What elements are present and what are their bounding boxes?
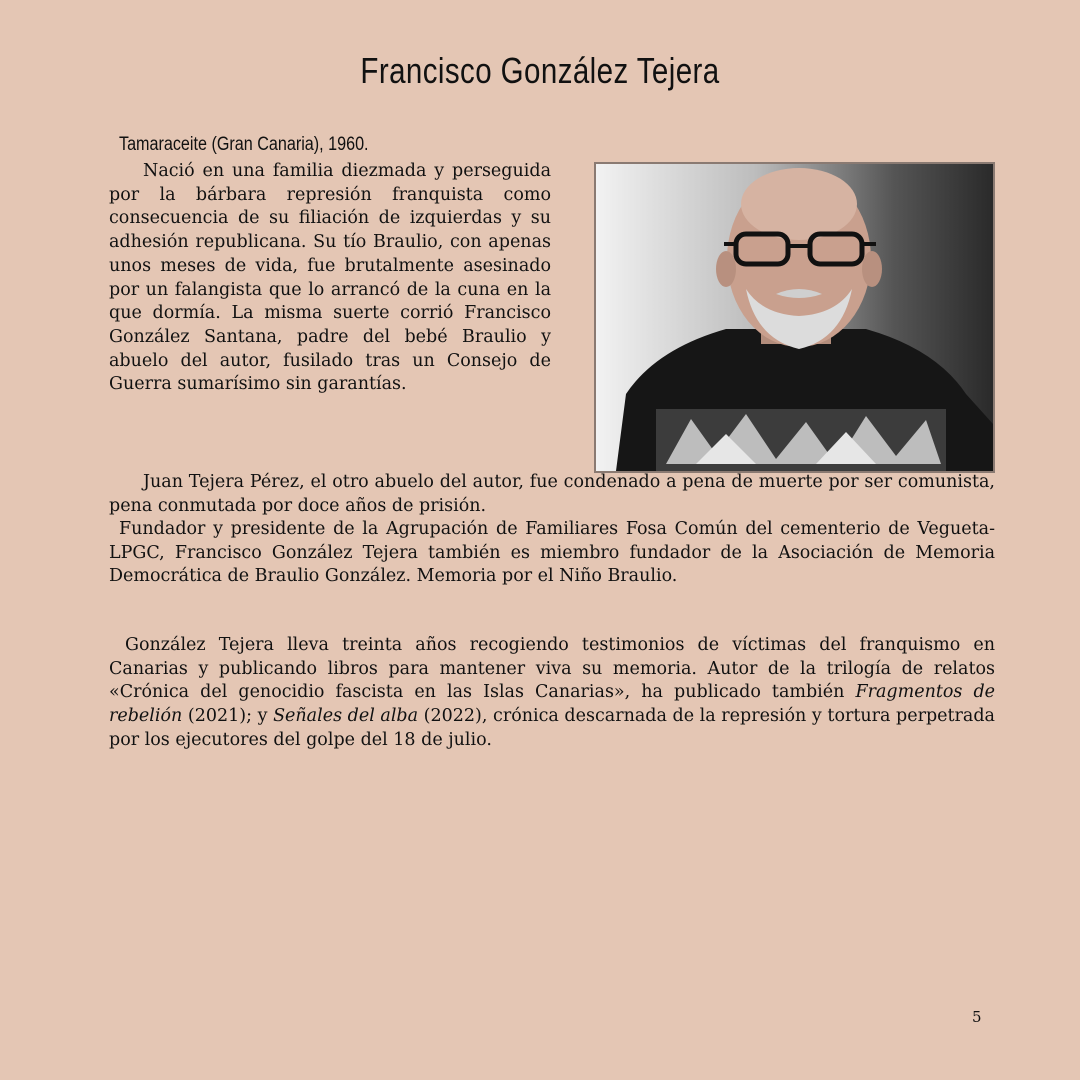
book-title-fragmentos: Fragmentos de rebelión [109, 682, 995, 727]
author-photo [594, 162, 995, 473]
paragraph-founder: Fundador y presidente de la Agrupación de Familiares Fosa Común del cementerio de Vegueta-LPGC, Francisco González Tejera también es miembro fundador de la Asociación de Memoria Democrática de Braulio González. Memoria por el Niño Braulio. [109, 519, 995, 587]
page-title: Francisco González Tejera [360, 50, 720, 91]
works-text-2: (2021); y [182, 706, 274, 727]
birth-place-date: Tamaraceite (Gran Canaria), 1960. [119, 134, 369, 155]
paragraph-family-history: Nació en una familia diezmada y perseguida por la bárbara represión franquista como consecuencia de su filiación de izquierdas y su adhesión republicana. Su tío Braulio, con apenas unos meses de vida, fue brutalmente asesinado por un falangista que lo arrancó de la cuna en la que dormía. La misma suerte corrió Francisco González Santana, padre del bebé Braulio y abuelo del autor, fusilado tras un Consejo de Guerra sumarísimo sin garantías. [109, 161, 551, 395]
page-number: 5 [972, 1008, 982, 1026]
book-title-senales: Señales del alba [273, 706, 419, 727]
paragraph-works [109, 634, 995, 753]
works-text-3: (2022), crónica descarnada de la represión y tortura perpetrada por los ejecutores del golpe del 18 de julio. [109, 706, 995, 750]
paragraph-juan-tejera: Juan Tejera Pérez, el otro abuelo del autor, fue condenado a pena de muerte por ser comunista, pena conmutada por doce años de prisión. [109, 472, 995, 516]
works-text-1: González Tejera lleva treinta años recogiendo testimonios de víctimas del franquismo en Canarias y publicando libros para mantener viva su memoria. Autor de la trilogía de relatos «Crónica del genocidio fascista en las Islas Canarias», ha publicado también [109, 635, 995, 703]
author-portrait-icon [596, 164, 993, 471]
